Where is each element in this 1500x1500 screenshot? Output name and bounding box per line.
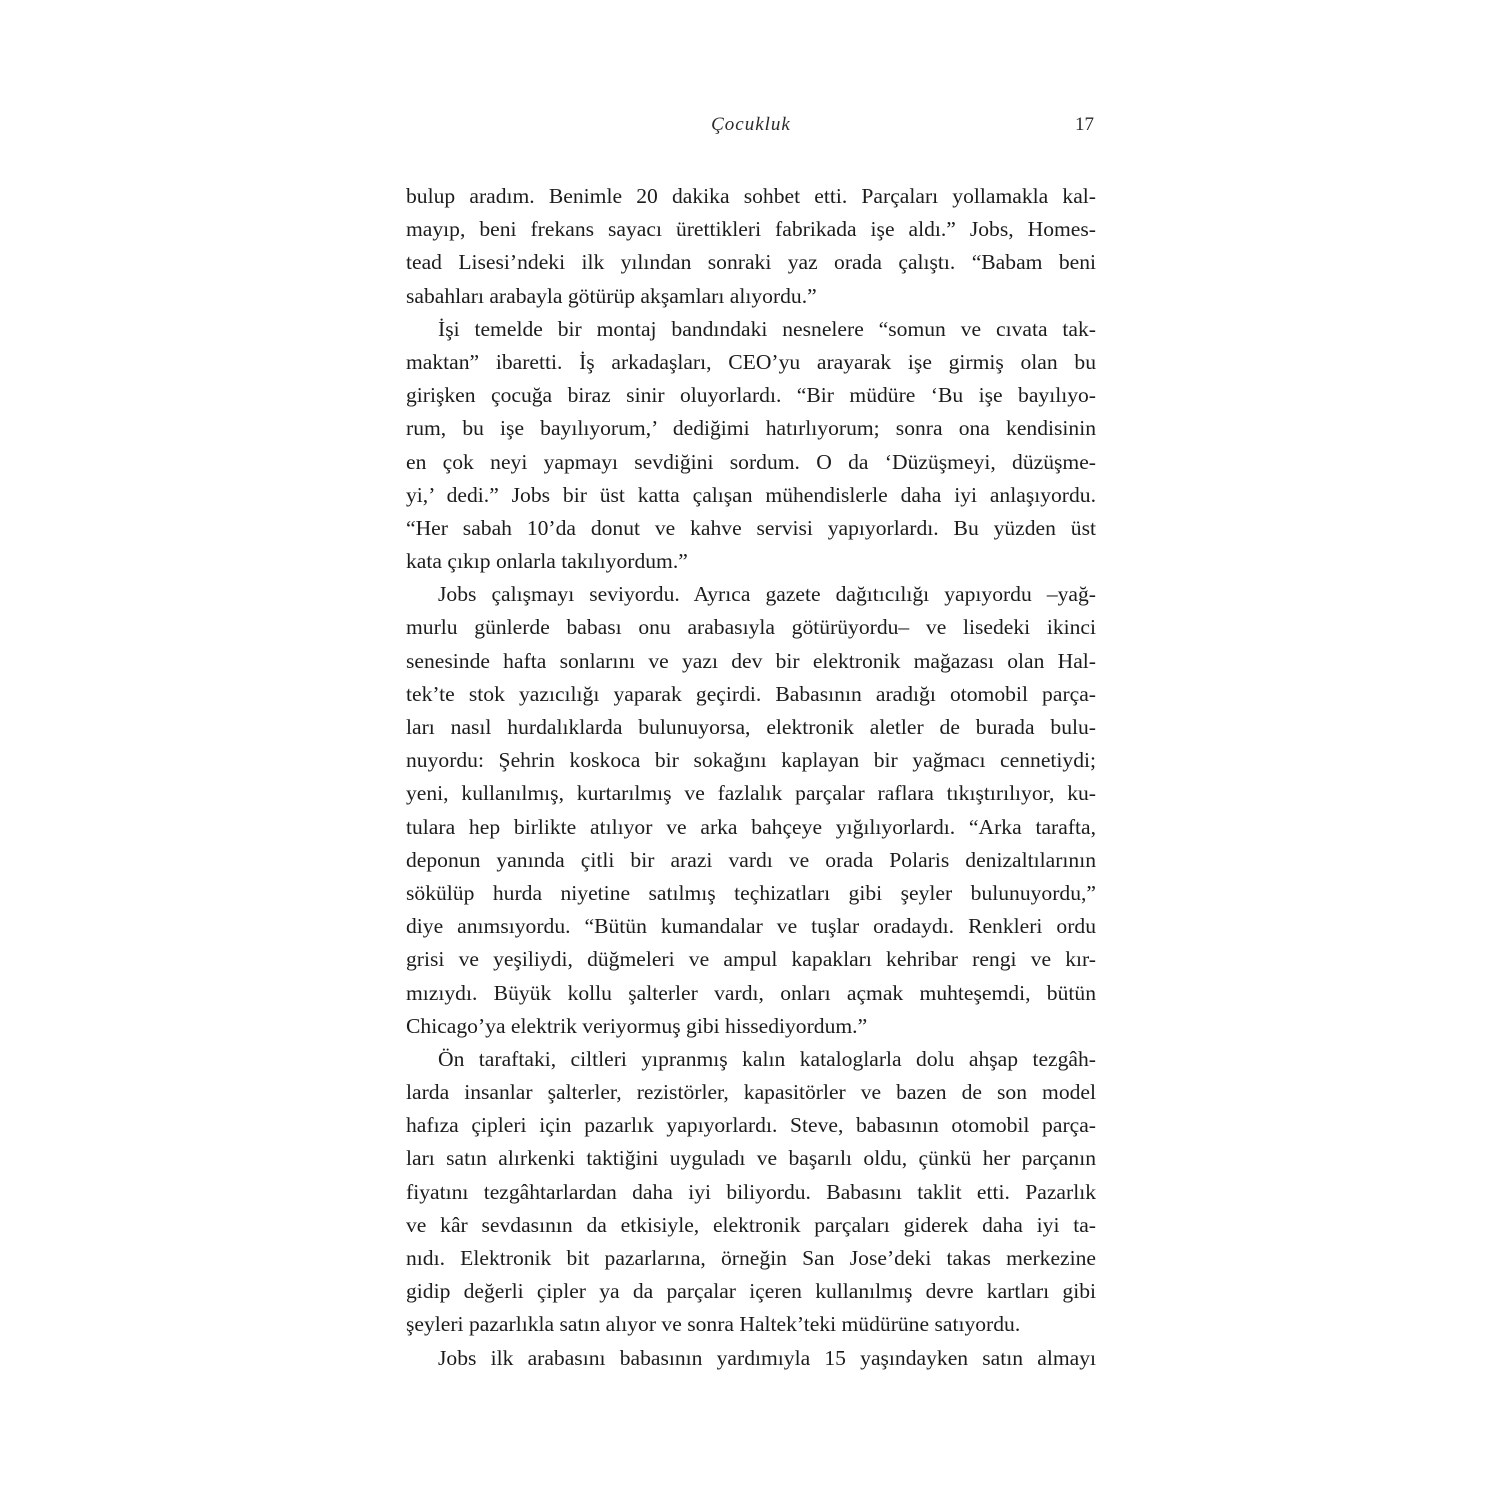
text-line: kata çıkıp onlarla takılıyordum.”	[406, 549, 688, 574]
text-line: ları satın alırkenki taktiğini uyguladı ve başarılı oldu, çünkü her parçanın	[406, 1146, 1096, 1171]
text-line: sökülüp hurda niyetine satılmış teçhizatları gibi şeyler bulunuyordu,”	[406, 880, 1096, 905]
text-line: murlu günlerde babası onu arabasıyla götürüyordu– ve lisedeki ikinci	[406, 615, 1096, 640]
text-line: sabahları arabayla götürüp akşamları alıyordu.”	[406, 283, 817, 308]
text-line: tek’te stok yazıcılığı yaparak geçirdi. Babasının aradığı otomobil parça-	[406, 681, 1096, 706]
text-line: tulara hep birlikte atılıyor ve arka bahçeye yığılıyorlardı. “Arka tarafta,	[406, 814, 1096, 839]
text-line: ları nasıl hurdalıklarda bulunuyorsa, elektronik aletler de burada bulu-	[406, 715, 1096, 739]
paragraph-first-line: Ön taraftaki, ciltleri yıpranmış kalın kataloglarla dolu ahşap tezgâh-	[438, 1046, 1096, 1071]
text-line: ve kâr sevdasının da etkisiyle, elektronik parçaları giderek daha iyi ta-	[406, 1212, 1096, 1237]
text-line: mızıydı. Büyük kollu şalterler vardı, onları açmak muhteşemdi, bütün	[406, 980, 1096, 1005]
running-head	[406, 114, 1096, 144]
text-line: nıdı. Elektronik bit pazarlarına, örneğin San Jose’deki takas merkezine	[406, 1246, 1096, 1270]
text-line: senesinde hafta sonlarını ve yazı dev bir elektronik mağazası olan Hal-	[406, 648, 1096, 673]
page-number: 17	[1075, 114, 1094, 135]
text-line: Chicago’ya elektrik veriyormuş gibi hissediyordum.”	[406, 1013, 868, 1038]
text-line: girişken çocuğa biraz sinir oluyorlardı. “Bir müdüre ‘Bu işe bayılıyo-	[406, 383, 1096, 408]
text-line: bulup aradım. Benimle 20 dakika sohbet etti. Parçaları yollamakla kal-	[406, 184, 1096, 208]
text-line: nuyordu: Şehrin koskoca bir sokağını kaplayan bir yağmacı cennetiydi;	[406, 748, 1096, 773]
text-line: gidip değerli çipler ya da parçalar içeren kullanılmış devre kartları gibi	[406, 1279, 1096, 1304]
text-line: diye anımsıyordu. “Bütün kumandalar ve tuşlar oradaydı. Renkleri ordu	[406, 914, 1096, 939]
text-line: deponun yanında çitli bir arazi vardı ve orada Polaris denizaltılarının	[406, 847, 1096, 872]
text-line: “Her sabah 10’da donut ve kahve servisi yapıyorlardı. Bu yüzden üst	[406, 515, 1096, 540]
text-line: yeni, kullanılmış, kurtarılmış ve fazlalık parçalar raflara tıkıştırılıyor, ku-	[406, 781, 1096, 806]
text-line: yi,’ dedi.” Jobs bir üst katta çalışan mühendislerle daha iyi anlaşıyordu.	[406, 482, 1096, 507]
text-line: şeyleri pazarlıkla satın alıyor ve sonra Haltek’teki müdürüne satıyordu.	[406, 1312, 1021, 1337]
text-line: en çok neyi yapmayı sevdiğini sordum. O da ‘Düzüşmeyi, düzüşme-	[406, 449, 1096, 474]
text-line: tead Lisesi’ndeki ilk yılından sonraki yaz orada çalıştı. “Babam beni	[406, 250, 1096, 275]
text-line: maktan” ibaretti. İş arkadaşları, CEO’yu arayarak işe girmiş olan bu	[406, 349, 1096, 374]
text-line: hafıza çipleri için pazarlık yapıyorlardı. Steve, babasının otomobil parça-	[406, 1113, 1096, 1138]
running-title: Çocukluk	[711, 114, 791, 135]
text-line: mayıp, beni frekans sayacı ürettikleri fabrikada işe aldı.” Jobs, Homes-	[406, 217, 1096, 242]
paragraph-first-line: İşi temelde bir montaj bandındaki nesnelere “somun ve cıvata tak-	[438, 316, 1096, 341]
text-line: rum, bu işe bayılıyorum,’ dediğimi hatırlıyorum; sonra ona kendisinin	[406, 416, 1096, 441]
text-line: grisi ve yeşiliydi, düğmeleri ve ampul kapakları kehribar rengi ve kır-	[406, 947, 1096, 972]
text-line: fiyatını tezgâhtarlardan daha iyi biliyordu. Babasını taklit etti. Pazarlık	[406, 1179, 1096, 1204]
paragraph-first-line: Jobs ilk arabasını babasının yardımıyla 15 yaşındayken satın almayı	[438, 1345, 1096, 1370]
paragraph-first-line: Jobs çalışmayı seviyordu. Ayrıca gazete dağıtıcılığı yapıyordu –yağ-	[438, 582, 1096, 607]
text-line: larda insanlar şalterler, rezistörler, kapasitörler ve bazen de son model	[406, 1080, 1096, 1105]
body-text	[406, 180, 1096, 1375]
